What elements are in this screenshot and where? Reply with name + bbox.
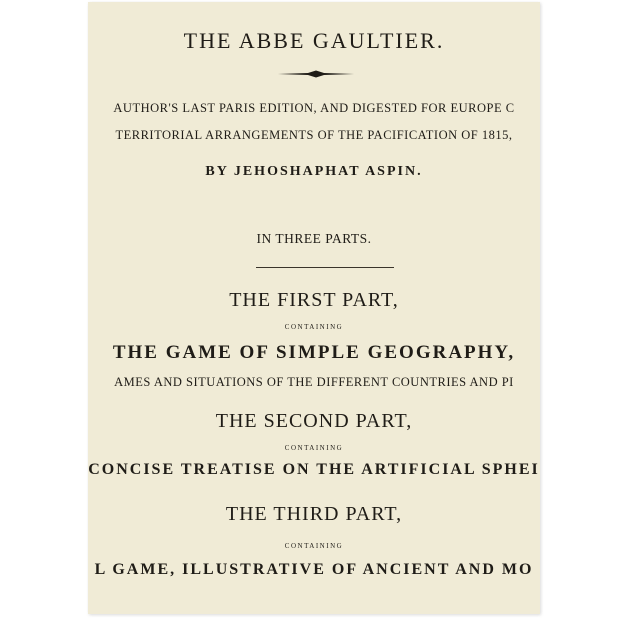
part-3-containing: CONTAINING [284,542,344,550]
parts-intro: IN THREE PARTS. [256,231,372,246]
part-2-description: CONCISE TREATISE ON THE ARTIFICIAL SPHEI [88,461,540,478]
part-2-containing: CONTAINING [284,444,344,452]
ornamental-rule-icon [278,70,354,78]
author-line: BY JEHOSHAPHAT ASPIN. [205,164,423,179]
part-1-heading: THE FIRST PART, [229,289,399,311]
page-title: THE ABBE GAULTIER. [183,28,445,53]
part-1-detail: AMES AND SITUATIONS OF THE DIFFERENT COUNTRIES AND PI [114,375,514,389]
subtitle-line-1: AUTHOR'S LAST PARIS EDITION, AND DIGESTED FOR EUROPE C [113,101,515,115]
subtitle-line-2: TERRITORIAL ARRANGEMENTS OF THE PACIFICATION OF 1815, [115,128,513,142]
divider-rule [256,267,394,268]
part-2-heading: THE SECOND PART, [215,410,413,432]
greeting-card-page [88,2,540,614]
part-1-description: THE GAME OF SIMPLE GEOGRAPHY, [112,342,516,363]
part-3-description: L GAME, ILLUSTRATIVE OF ANCIENT AND MO [94,561,534,578]
part-1-containing: CONTAINING [284,323,344,331]
part-3-heading: THE THIRD PART, [225,503,403,525]
